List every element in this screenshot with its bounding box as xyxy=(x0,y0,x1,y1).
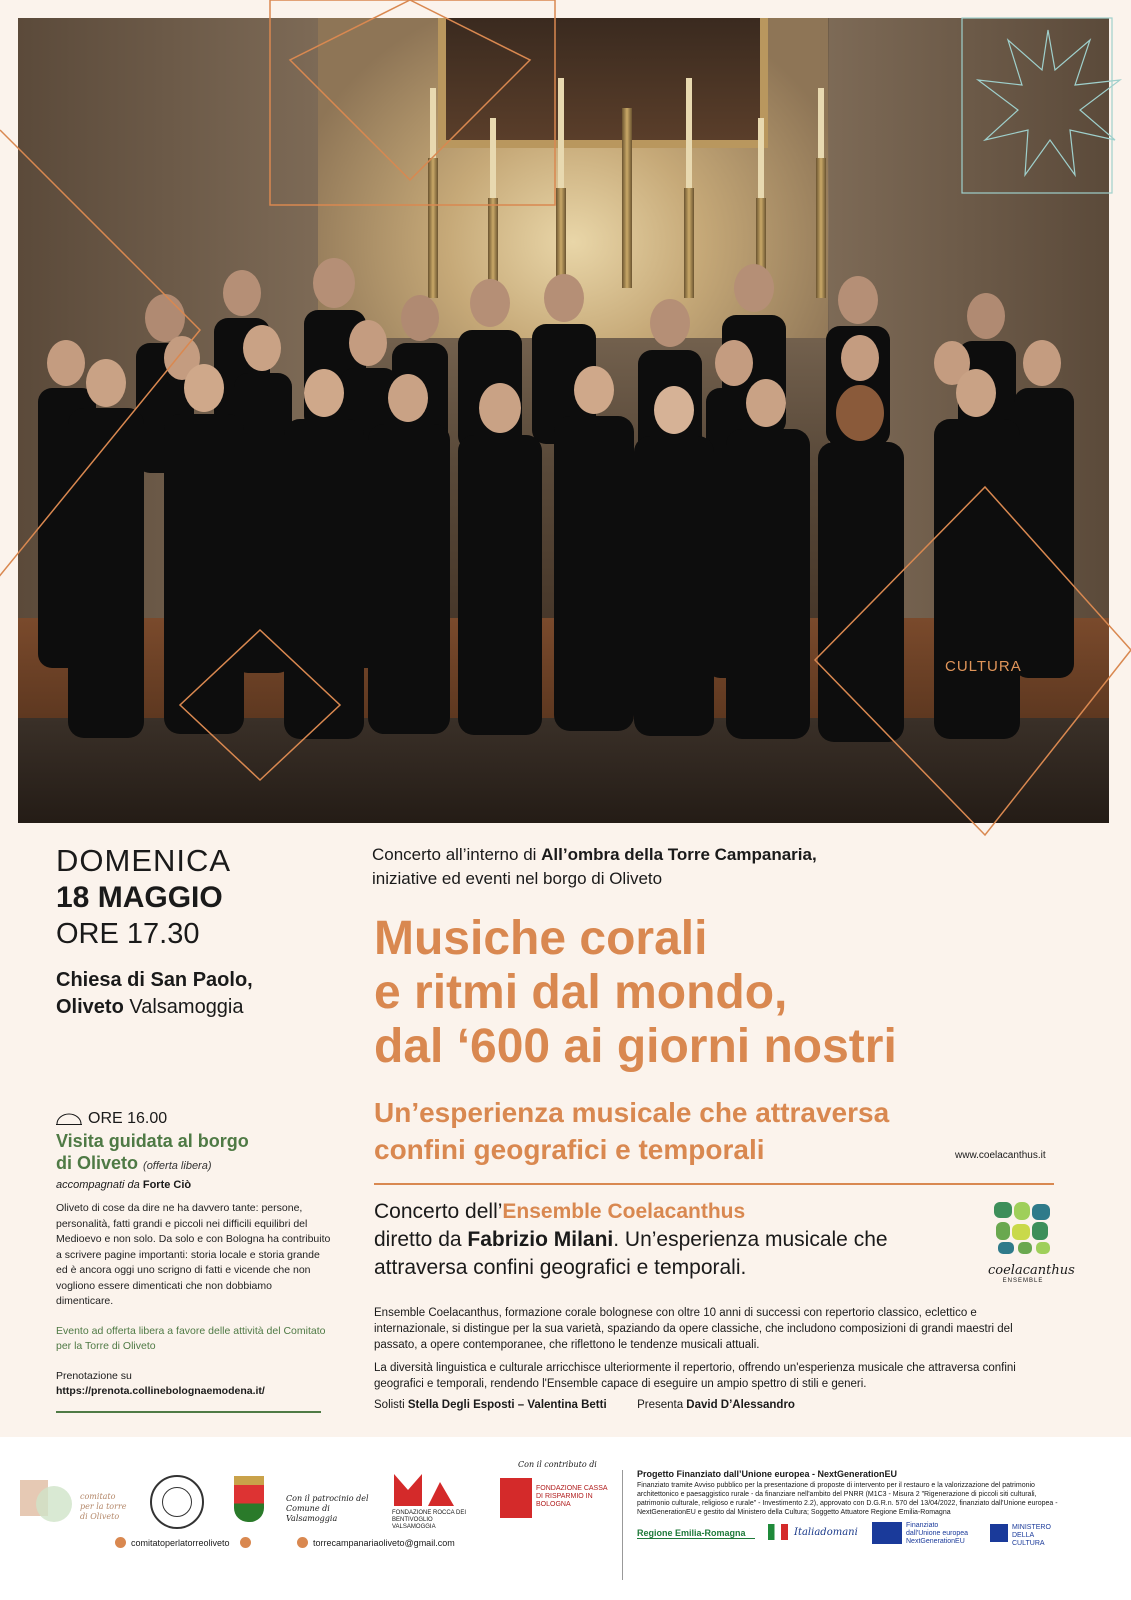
eu-funding-logo xyxy=(906,1522,968,1546)
concert-subtitle xyxy=(374,1094,889,1168)
concert-rest: . Un’esperienza musicale che attraversa confini geografici e temporali. xyxy=(374,1228,888,1279)
email-icon xyxy=(297,1537,308,1548)
event-day: DOMENICA xyxy=(56,843,232,878)
booking-label: Prenotazione su xyxy=(56,1369,132,1382)
visit-guide-name: Forte Ciò xyxy=(142,1179,192,1191)
visit-time-row xyxy=(56,1110,331,1128)
patronage-text: Con il patrocinio del Comune di Valsamoggia xyxy=(286,1494,369,1523)
title-line1: Musiche corali xyxy=(374,912,708,965)
intro-series: All’ombra della Torre Campanaria, xyxy=(541,845,817,864)
soloists-label: Solisti xyxy=(374,1399,405,1411)
visit-title xyxy=(56,1130,331,1177)
concert-title xyxy=(374,912,897,1074)
eu-flag-icon xyxy=(872,1522,902,1544)
instagram-icon xyxy=(115,1537,126,1548)
subtitle-line2: confini geografici e temporali xyxy=(374,1134,765,1165)
venue-area: Valsamoggia xyxy=(129,996,244,1018)
free-event-note: Evento ad offerta libera a favore delle attività del Comitato per la Torre di Oliveto xyxy=(56,1324,326,1352)
visit-time: ORE 16.00 xyxy=(88,1110,168,1127)
event-venue xyxy=(56,967,253,1021)
concert-intro xyxy=(372,843,817,891)
carisbo-logo-icon xyxy=(500,1478,532,1518)
ministero-crest-icon xyxy=(990,1524,1008,1542)
rocca-logo-icon xyxy=(392,1472,456,1508)
title-line2: e ritmi dal mondo, xyxy=(374,966,788,1019)
subtitle-line1: Un’esperienza musicale che attraversa xyxy=(374,1097,890,1128)
fondazione-name: FONDAZIONE CASSA DI RISPARMIO IN BOLOGNA xyxy=(536,1485,608,1508)
rocca-name: FONDAZIONE ROCCA DEI BENTIVOGLIO VALSAMOGGIA xyxy=(392,1510,467,1530)
soloists-names: Stella Degli Esposti – Valentina Betti xyxy=(407,1399,607,1411)
contribution-label: Con il contributo di xyxy=(518,1460,597,1469)
visit-guide-prefix: accompagnati da xyxy=(56,1179,140,1191)
italiadomani-logo: Italiadomani xyxy=(794,1527,858,1538)
visit-description: Oliveto di cose da dire ne ha davvero tante: persone, personalità, fatti grandi e piccoli nei difficili equilibri del Medioevo e non solo. Da solo e con Bologna ha contribuito a scrivere pagine importanti: storia locale e storia grande ed è ancora oggi uno scrigno di fatti e vicende che non vogliono essere dimenticati che non dobbiamo dimenticare. xyxy=(56,1202,331,1307)
funding-notice xyxy=(637,1470,1067,1517)
concert-prefix: Concerto dell’ xyxy=(374,1200,503,1223)
italy-flag-icon xyxy=(768,1524,788,1540)
ministero-logo: MINISTERO DELLA CULTURA xyxy=(1012,1524,1051,1547)
regione-logo: Regione Emilia-Romagna xyxy=(637,1528,755,1539)
concert-directed: diretto da xyxy=(374,1228,462,1251)
ensemble-name: Ensemble Coelacanthus xyxy=(502,1200,746,1223)
sunrise-icon xyxy=(56,1113,82,1125)
intro-line2: iniziative ed eventi nel borgo di Oliveto xyxy=(372,869,663,888)
seal-inner xyxy=(162,1487,192,1517)
comitato-name: comitato per la torre di Oliveto xyxy=(80,1492,127,1521)
ensemble-description: Ensemble Coelacanthus, formazione corale bolognese con oltre 10 anni di successi con repertorio classico, eclettico e internazionale, si distingue per la sua varietà, spaziando da opere classiche, che includono composizioni di grandi maestri del passato, a opere contemporanee, che riflettono le tendenze musicali attuali. xyxy=(374,1307,1013,1351)
comitato-logo-circle xyxy=(36,1486,72,1522)
credits xyxy=(374,1399,795,1411)
funding-title: Progetto Finanziato dall’Unione europea - NextGenerationEU xyxy=(637,1469,898,1479)
logo-script: coelacanthus xyxy=(988,1263,1075,1278)
choir-singers xyxy=(18,18,1109,823)
venue-church: Chiesa di San Paolo, xyxy=(56,969,253,991)
coelacanthus-logo xyxy=(988,1200,1075,1284)
facebook-icon[interactable] xyxy=(240,1537,251,1548)
eu-line3: NextGenerationEU xyxy=(906,1538,965,1545)
booking-link[interactable]: https://prenota.collinebolognaemodena.it/ xyxy=(56,1385,265,1397)
visit-guide xyxy=(56,1179,331,1191)
visit-note: (offerta libera) xyxy=(143,1160,212,1172)
repertoire-description: La diversità linguistica e culturale arricchisce ulteriormente il repertorio, offrendo un'esperienza musicale che attraversa confini geografici e temporali, rendendo l'Ensemble capace di eseguire un ampio spettro di stili e generi. xyxy=(374,1362,1016,1390)
venue-town: Oliveto xyxy=(56,996,124,1018)
website-link[interactable]: www.coelacanthus.it xyxy=(955,1150,1046,1161)
right-divider xyxy=(374,1183,1054,1185)
funding-text: Finanziato tramite Avviso pubblico per la presentazione di proposte di intervento per il restauro e la valorizzazione del patrimonio architettonico e paesaggistico rurale - da finanziare nell'ambito del PNRR (M1C3 - Misura 2 "Rigenerazione di piccoli siti culturali, patrimonio culturale, religioso e rurale" - Investimento 2.2), approvato con D.G.R.n. 570 del 13/04/2022, finanziato dall'Unione europea - NextGenerationEU e gestito dal Ministero della Cultura; Soggetto Attuatore Regione Emilia-Romagna xyxy=(637,1482,1058,1516)
event-date-block xyxy=(56,843,253,1021)
logo-sub: ENSEMBLE xyxy=(1002,1278,1044,1284)
title-line3: dal ‘600 ai giorni nostri xyxy=(374,1020,897,1073)
presenter-name: David D’Alessandro xyxy=(686,1399,795,1411)
valsamoggia-crest-icon xyxy=(234,1476,264,1522)
email-address[interactable]: torrecampanariaoliveto@gmail.com xyxy=(313,1538,455,1548)
cultura-watermark: CULTURA xyxy=(945,658,1022,675)
concert-details xyxy=(374,1198,964,1282)
choir-photo xyxy=(18,18,1109,823)
intro-prefix: Concerto all’interno di xyxy=(372,845,537,864)
visit-title-line1: Visita guidata al borgo xyxy=(56,1131,249,1151)
director-name: Fabrizio Milani xyxy=(467,1228,614,1251)
event-time: ORE 17.30 xyxy=(56,918,200,950)
visit-title-line2: di Oliveto xyxy=(56,1153,139,1173)
footer-divider xyxy=(622,1470,623,1580)
presenter-label: Presenta xyxy=(637,1399,684,1411)
left-divider xyxy=(56,1411,321,1413)
event-date: 18 MAGGIO xyxy=(56,881,223,914)
leaves-icon xyxy=(992,1200,1054,1256)
instagram-handle[interactable]: comitatoperlatorreoliveto xyxy=(131,1538,230,1548)
eu-line1: Finanziato xyxy=(906,1522,939,1529)
eu-line2: dall'Unione europea xyxy=(906,1530,969,1537)
booking-info xyxy=(56,1369,331,1400)
guided-visit xyxy=(56,1110,331,1400)
